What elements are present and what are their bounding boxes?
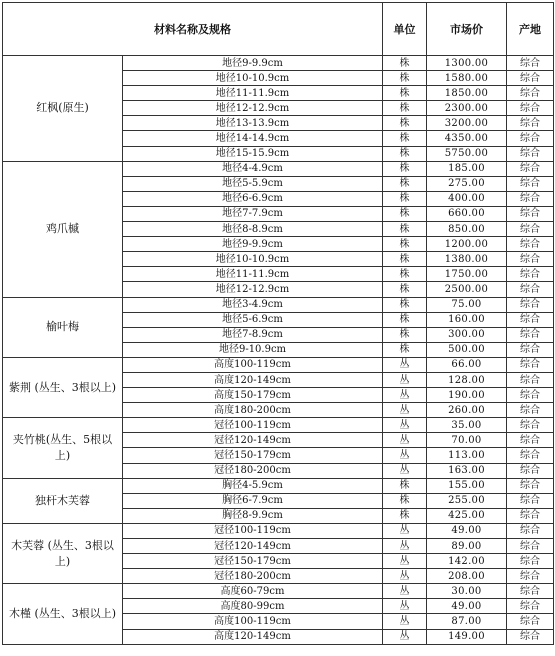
origin-cell: 综合 bbox=[507, 252, 554, 267]
unit-cell: 丛 bbox=[383, 614, 427, 629]
spec-cell: 高度100-119cm bbox=[123, 357, 383, 372]
price-cell: 30.00 bbox=[427, 584, 507, 599]
origin-cell: 综合 bbox=[507, 448, 554, 463]
spec-cell: 高度150-179cm bbox=[123, 388, 383, 403]
origin-cell: 综合 bbox=[507, 237, 554, 252]
price-cell: 113.00 bbox=[427, 448, 507, 463]
origin-cell: 综合 bbox=[507, 282, 554, 297]
table-body bbox=[3, 56, 554, 645]
table-row bbox=[3, 584, 554, 599]
spec-cell: 冠径150-179cm bbox=[123, 448, 383, 463]
price-cell: 190.00 bbox=[427, 388, 507, 403]
origin-cell: 综合 bbox=[507, 267, 554, 282]
spec-cell: 地径11-11.9cm bbox=[123, 267, 383, 282]
spec-cell: 地径12-12.9cm bbox=[123, 282, 383, 297]
origin-cell: 综合 bbox=[507, 584, 554, 599]
price-cell: 35.00 bbox=[427, 418, 507, 433]
spec-cell: 地径7-8.9cm bbox=[123, 327, 383, 342]
origin-cell: 综合 bbox=[507, 206, 554, 221]
unit-cell: 丛 bbox=[383, 433, 427, 448]
spec-cell: 冠径180-200cm bbox=[123, 463, 383, 478]
spec-cell: 高度180-200cm bbox=[123, 403, 383, 418]
unit-cell: 丛 bbox=[383, 539, 427, 554]
spec-cell: 地径4-4.9cm bbox=[123, 161, 383, 176]
unit-cell: 株 bbox=[383, 161, 427, 176]
spec-cell: 冠径180-200cm bbox=[123, 569, 383, 584]
price-cell: 49.00 bbox=[427, 599, 507, 614]
price-cell: 425.00 bbox=[427, 508, 507, 523]
spec-cell: 地径13-13.9cm bbox=[123, 116, 383, 131]
unit-cell: 丛 bbox=[383, 629, 427, 644]
origin-cell: 综合 bbox=[507, 478, 554, 493]
unit-cell: 株 bbox=[383, 478, 427, 493]
origin-cell: 综合 bbox=[507, 539, 554, 554]
unit-cell: 丛 bbox=[383, 554, 427, 569]
header-origin: 产地 bbox=[507, 3, 554, 56]
origin-cell: 综合 bbox=[507, 86, 554, 101]
unit-cell: 株 bbox=[383, 493, 427, 508]
price-cell: 185.00 bbox=[427, 161, 507, 176]
origin-cell: 综合 bbox=[507, 433, 554, 448]
price-cell: 3200.00 bbox=[427, 116, 507, 131]
origin-cell: 综合 bbox=[507, 176, 554, 191]
origin-cell: 综合 bbox=[507, 569, 554, 584]
origin-cell: 综合 bbox=[507, 71, 554, 86]
spec-cell: 地径12-12.9cm bbox=[123, 101, 383, 116]
table-row bbox=[3, 56, 554, 71]
spec-cell: 胸径4-5.9cm bbox=[123, 478, 383, 493]
spec-cell: 地径9-9.9cm bbox=[123, 56, 383, 71]
price-cell: 89.00 bbox=[427, 539, 507, 554]
origin-cell: 综合 bbox=[507, 523, 554, 538]
price-cell: 87.00 bbox=[427, 614, 507, 629]
origin-cell: 综合 bbox=[507, 463, 554, 478]
spec-cell: 冠径120-149cm bbox=[123, 539, 383, 554]
price-cell: 1200.00 bbox=[427, 237, 507, 252]
table-row bbox=[3, 478, 554, 493]
unit-cell: 株 bbox=[383, 191, 427, 206]
origin-cell: 综合 bbox=[507, 599, 554, 614]
spec-cell: 冠径120-149cm bbox=[123, 433, 383, 448]
unit-cell: 丛 bbox=[383, 569, 427, 584]
price-cell: 660.00 bbox=[427, 206, 507, 221]
unit-cell: 丛 bbox=[383, 418, 427, 433]
unit-cell: 株 bbox=[383, 342, 427, 357]
group-name-cell: 紫荆 (丛生、3根以上) bbox=[3, 357, 123, 417]
unit-cell: 丛 bbox=[383, 372, 427, 387]
origin-cell: 综合 bbox=[507, 131, 554, 146]
spec-cell: 高度100-119cm bbox=[123, 614, 383, 629]
header-row bbox=[3, 3, 554, 56]
spec-cell: 高度120-149cm bbox=[123, 629, 383, 644]
spec-cell: 地径3-4.9cm bbox=[123, 297, 383, 312]
group-name-cell: 榆叶梅 bbox=[3, 297, 123, 357]
origin-cell: 综合 bbox=[507, 614, 554, 629]
origin-cell: 综合 bbox=[507, 554, 554, 569]
table-row bbox=[3, 523, 554, 538]
unit-cell: 丛 bbox=[383, 463, 427, 478]
spec-cell: 冠径100-119cm bbox=[123, 523, 383, 538]
spec-cell: 冠径150-179cm bbox=[123, 554, 383, 569]
group-name-cell: 木芙蓉 (丛生、3根以上) bbox=[3, 523, 123, 583]
unit-cell: 株 bbox=[383, 297, 427, 312]
unit-cell: 丛 bbox=[383, 599, 427, 614]
origin-cell: 综合 bbox=[507, 161, 554, 176]
price-cell: 500.00 bbox=[427, 342, 507, 357]
table-row bbox=[3, 297, 554, 312]
price-cell: 49.00 bbox=[427, 523, 507, 538]
unit-cell: 株 bbox=[383, 206, 427, 221]
spec-cell: 地径9-10.9cm bbox=[123, 342, 383, 357]
price-cell: 160.00 bbox=[427, 312, 507, 327]
price-cell: 2500.00 bbox=[427, 282, 507, 297]
group-name-cell: 夹竹桃(丛生、5根以上) bbox=[3, 418, 123, 478]
price-cell: 260.00 bbox=[427, 403, 507, 418]
unit-cell: 丛 bbox=[383, 403, 427, 418]
origin-cell: 综合 bbox=[507, 342, 554, 357]
origin-cell: 综合 bbox=[507, 191, 554, 206]
price-cell: 163.00 bbox=[427, 463, 507, 478]
price-cell: 1300.00 bbox=[427, 56, 507, 71]
unit-cell: 株 bbox=[383, 71, 427, 86]
spec-cell: 地径9-9.9cm bbox=[123, 237, 383, 252]
spec-cell: 高度120-149cm bbox=[123, 372, 383, 387]
unit-cell: 株 bbox=[383, 327, 427, 342]
group-name-cell: 红枫(原生) bbox=[3, 56, 123, 162]
price-table bbox=[2, 2, 554, 645]
spec-cell: 冠径100-119cm bbox=[123, 418, 383, 433]
unit-cell: 株 bbox=[383, 282, 427, 297]
price-cell: 255.00 bbox=[427, 493, 507, 508]
header-material: 材料名称及规格 bbox=[3, 3, 383, 56]
price-cell: 1580.00 bbox=[427, 71, 507, 86]
spec-cell: 地径15-15.9cm bbox=[123, 146, 383, 161]
origin-cell: 综合 bbox=[507, 508, 554, 523]
price-cell: 400.00 bbox=[427, 191, 507, 206]
origin-cell: 综合 bbox=[507, 372, 554, 387]
price-cell: 1380.00 bbox=[427, 252, 507, 267]
origin-cell: 综合 bbox=[507, 312, 554, 327]
table-row bbox=[3, 161, 554, 176]
price-cell: 2300.00 bbox=[427, 101, 507, 116]
unit-cell: 丛 bbox=[383, 523, 427, 538]
price-cell: 4350.00 bbox=[427, 131, 507, 146]
price-cell: 66.00 bbox=[427, 357, 507, 372]
origin-cell: 综合 bbox=[507, 493, 554, 508]
price-cell: 850.00 bbox=[427, 222, 507, 237]
unit-cell: 株 bbox=[383, 116, 427, 131]
table-row bbox=[3, 357, 554, 372]
spec-cell: 胸径8-9.9cm bbox=[123, 508, 383, 523]
price-cell: 70.00 bbox=[427, 433, 507, 448]
price-cell: 275.00 bbox=[427, 176, 507, 191]
unit-cell: 株 bbox=[383, 176, 427, 191]
spec-cell: 地径10-10.9cm bbox=[123, 252, 383, 267]
price-cell: 155.00 bbox=[427, 478, 507, 493]
price-cell: 300.00 bbox=[427, 327, 507, 342]
unit-cell: 株 bbox=[383, 237, 427, 252]
spec-cell: 地径5-6.9cm bbox=[123, 312, 383, 327]
price-cell: 75.00 bbox=[427, 297, 507, 312]
table-row bbox=[3, 418, 554, 433]
unit-cell: 株 bbox=[383, 252, 427, 267]
group-name-cell: 木槿 (丛生、3根以上) bbox=[3, 584, 123, 644]
price-cell: 128.00 bbox=[427, 372, 507, 387]
unit-cell: 株 bbox=[383, 267, 427, 282]
spec-cell: 胸径6-7.9cm bbox=[123, 493, 383, 508]
spec-cell: 地径6-6.9cm bbox=[123, 191, 383, 206]
price-cell: 1750.00 bbox=[427, 267, 507, 282]
price-cell: 142.00 bbox=[427, 554, 507, 569]
spec-cell: 地径14-14.9cm bbox=[123, 131, 383, 146]
table-header bbox=[3, 3, 554, 56]
spec-cell: 地径10-10.9cm bbox=[123, 71, 383, 86]
spec-cell: 地径8-8.9cm bbox=[123, 222, 383, 237]
origin-cell: 综合 bbox=[507, 146, 554, 161]
spec-cell: 高度60-79cm bbox=[123, 584, 383, 599]
origin-cell: 综合 bbox=[507, 629, 554, 644]
unit-cell: 株 bbox=[383, 508, 427, 523]
unit-cell: 株 bbox=[383, 56, 427, 71]
price-cell: 149.00 bbox=[427, 629, 507, 644]
unit-cell: 株 bbox=[383, 101, 427, 116]
origin-cell: 综合 bbox=[507, 101, 554, 116]
origin-cell: 综合 bbox=[507, 388, 554, 403]
header-price: 市场价 bbox=[427, 3, 507, 56]
price-cell: 5750.00 bbox=[427, 146, 507, 161]
unit-cell: 株 bbox=[383, 312, 427, 327]
header-unit: 单位 bbox=[383, 3, 427, 56]
unit-cell: 丛 bbox=[383, 357, 427, 372]
origin-cell: 综合 bbox=[507, 418, 554, 433]
spec-cell: 地径5-5.9cm bbox=[123, 176, 383, 191]
origin-cell: 综合 bbox=[507, 403, 554, 418]
unit-cell: 丛 bbox=[383, 584, 427, 599]
group-name-cell: 独杆木芙蓉 bbox=[3, 478, 123, 523]
origin-cell: 综合 bbox=[507, 56, 554, 71]
unit-cell: 株 bbox=[383, 222, 427, 237]
origin-cell: 综合 bbox=[507, 327, 554, 342]
price-cell: 1850.00 bbox=[427, 86, 507, 101]
group-name-cell: 鸡爪槭 bbox=[3, 161, 123, 297]
spec-cell: 地径11-11.9cm bbox=[123, 86, 383, 101]
unit-cell: 丛 bbox=[383, 388, 427, 403]
origin-cell: 综合 bbox=[507, 357, 554, 372]
origin-cell: 综合 bbox=[507, 116, 554, 131]
unit-cell: 丛 bbox=[383, 448, 427, 463]
unit-cell: 株 bbox=[383, 86, 427, 101]
spec-cell: 高度80-99cm bbox=[123, 599, 383, 614]
spec-cell: 地径7-7.9cm bbox=[123, 206, 383, 221]
origin-cell: 综合 bbox=[507, 297, 554, 312]
unit-cell: 株 bbox=[383, 131, 427, 146]
unit-cell: 株 bbox=[383, 146, 427, 161]
price-cell: 208.00 bbox=[427, 569, 507, 584]
origin-cell: 综合 bbox=[507, 222, 554, 237]
